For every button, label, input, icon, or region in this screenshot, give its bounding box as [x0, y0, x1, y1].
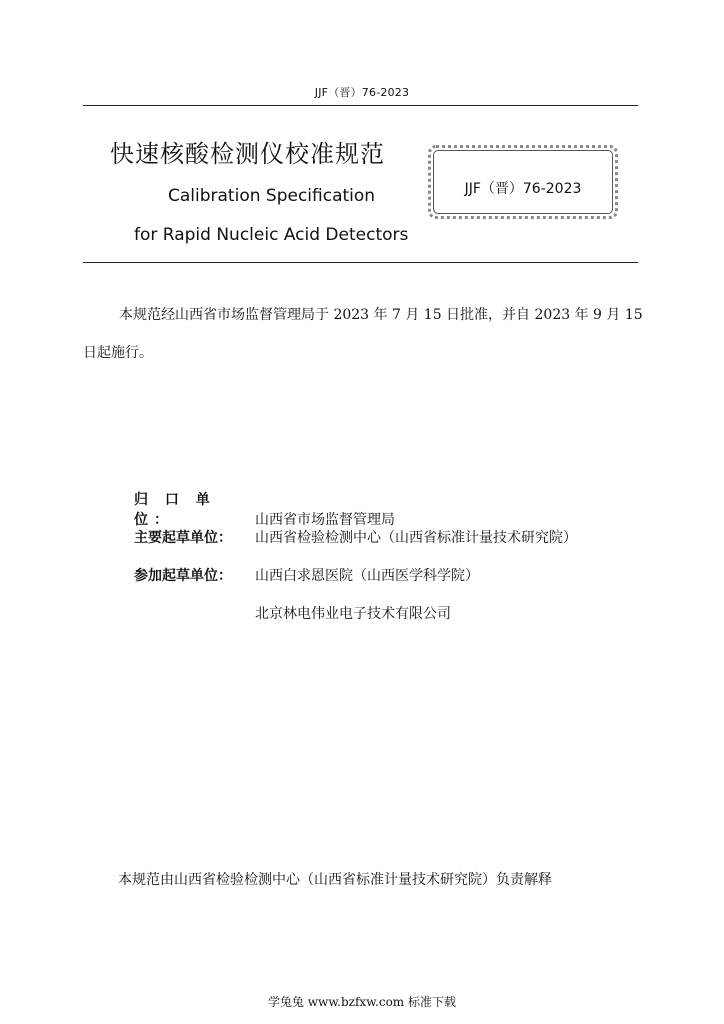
participating-drafter-row-2 — [255, 604, 451, 624]
participating-drafter-value-1: 山西白求恩医院（山西医学科学院） — [255, 568, 479, 584]
main-drafter-row — [134, 528, 577, 548]
footer-source: 学兔兔 www.bzfxw.com 标准下载 — [267, 995, 457, 1009]
main-drafter-value: 山西省检验检测中心（山西省标准计量技术研究院） — [255, 530, 577, 546]
responsible-unit-value: 山西省市场监督管理局 — [255, 512, 395, 528]
main-drafter-label: 主要起草单位： — [134, 530, 232, 546]
participating-drafter-value-2: 北京林电伟业电子技术有限公司 — [255, 606, 451, 622]
responsible-unit-row — [134, 490, 395, 528]
standard-code-box — [428, 145, 618, 219]
middle-divider — [83, 262, 638, 263]
title-english-line-1: Calibration Specification — [168, 186, 376, 206]
responsible-unit-label: 归 口 单 位： — [134, 492, 216, 528]
title-chinese: 快速核酸检测仪校准规范 — [110, 140, 385, 168]
participating-drafter-label: 参加起草单位： — [134, 568, 232, 584]
title-english-line-2: for Rapid Nucleic Acid Detectors — [134, 225, 409, 245]
header-standard-code: JJF（晋）76-2023 — [314, 86, 410, 99]
participating-drafter-row — [134, 566, 479, 586]
top-divider — [83, 105, 638, 106]
approval-statement: 本规范经山西省市场监督管理局于 2023 年 7 月 15 日批准，并自 2023 年 9 月 15 日起施行。 — [83, 307, 643, 361]
standard-code-box-text: JJF（晋）76-2023 — [464, 181, 582, 197]
interpretation-statement: 本规范由山西省检验检测中心（山西省标准计量技术研究院）负责解释 — [118, 872, 552, 888]
